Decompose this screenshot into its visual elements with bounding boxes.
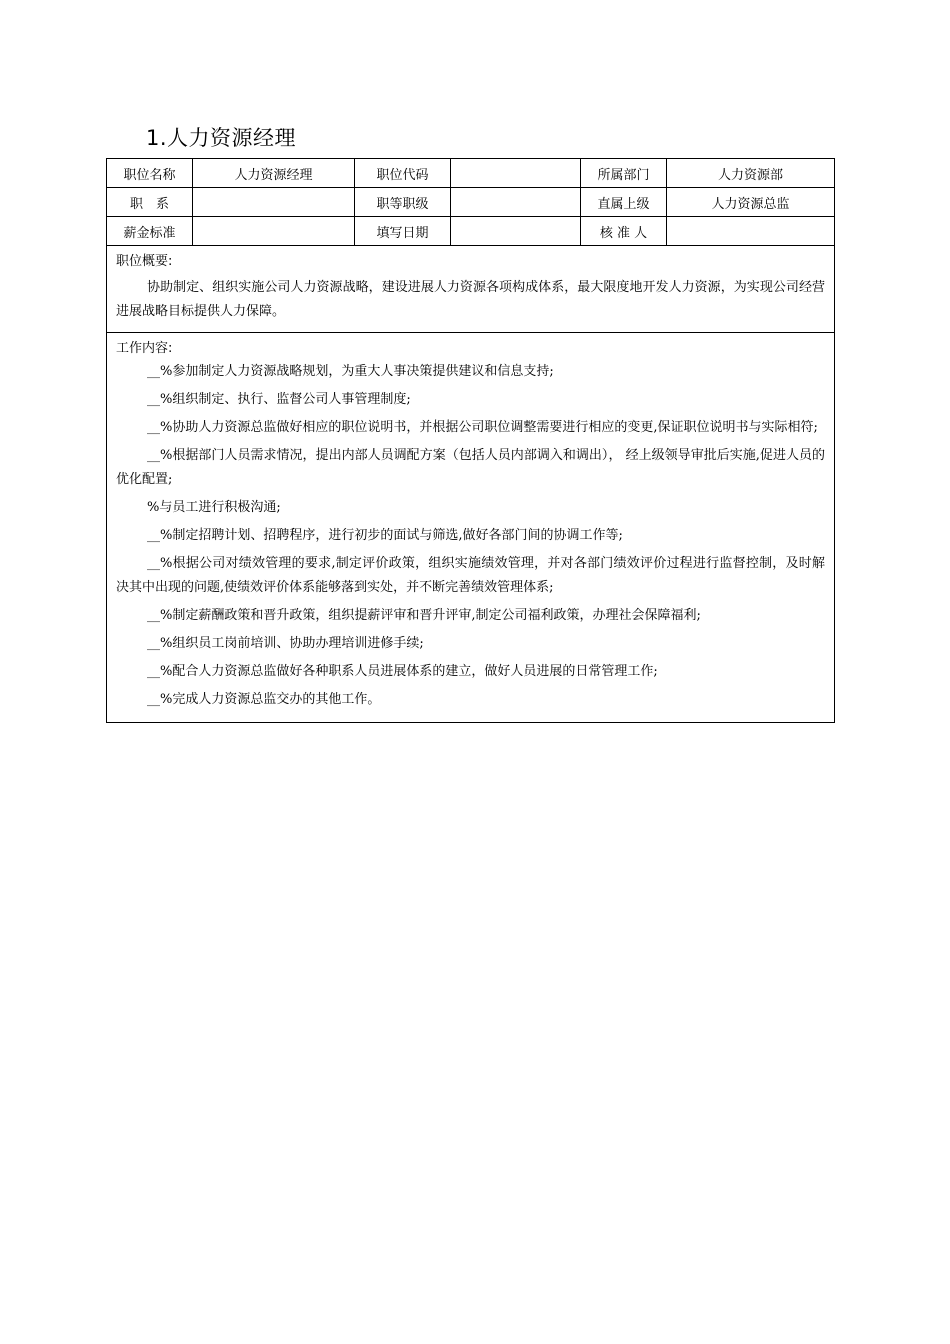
value-position-code [451, 159, 581, 188]
summary-text: 协助制定、组织实施公司人力资源战略，建设进展人力资源各项构成体系，最大限度地开发人力资源，为实现公司经营进展战略目标提供人力保障。 [116, 280, 825, 319]
value-grade-level [451, 188, 581, 217]
header-row-3 [107, 217, 835, 246]
label-department: 所属部门 [581, 159, 667, 188]
label-position-code: 职位代码 [355, 159, 451, 188]
duty-item: __%配合人力资源总监做好各种职系人员进展体系的建立，做好人员进展的日常管理工作; [147, 664, 658, 679]
duty-item: __%协助人力资源总监做好相应的职位说明书，并根据公司职位调整需要进行相应的变更,保证职位说明书与实际相符; [147, 420, 818, 435]
label-salary-standard: 薪金标准 [107, 217, 193, 246]
label-grade-level: 职等职级 [355, 188, 451, 217]
label-direct-supervisor: 直属上级 [581, 188, 667, 217]
duty-item: __%制定招聘计划、招聘程序，进行初步的面试与筛选,做好各部门间的协调工作等; [147, 528, 623, 543]
job-description-table [106, 158, 835, 723]
value-department: 人力资源部 [667, 159, 835, 188]
duty-item: __%根据部门人员需求情况，提出内部人员调配方案（包括人员内部调入和调出）， 经上级领导审批后实施,促进人员的优化配置; [116, 448, 825, 487]
summary-section [107, 246, 835, 333]
label-fill-date: 填写日期 [355, 217, 451, 246]
value-approver [667, 217, 835, 246]
header-row-1 [107, 159, 835, 188]
header-row-2 [107, 188, 835, 217]
duty-item: __%制定薪酬政策和晋升政策，组织提薪评审和晋升评审,制定公司福利政策，办理社会保障福利; [147, 608, 701, 623]
label-position-name: 职位名称 [107, 159, 193, 188]
duties-label: 工作内容: [116, 341, 173, 356]
label-approver: 核 准 人 [581, 217, 667, 246]
value-position-name: 人力资源经理 [193, 159, 355, 188]
value-fill-date [451, 217, 581, 246]
duty-item: __%完成人力资源总监交办的其他工作。 [147, 692, 381, 707]
value-job-family [193, 188, 355, 217]
summary-row [107, 246, 835, 333]
summary-label: 职位概要: [116, 254, 173, 269]
duty-item: __%组织制定、执行、监督公司人事管理制度; [147, 392, 411, 407]
value-salary-standard [193, 217, 355, 246]
duties-row [107, 333, 835, 723]
duty-item: __%参加制定人力资源战略规划，为重大人事决策提供建议和信息支持; [147, 364, 554, 379]
label-job-family: 职 系 [107, 188, 193, 217]
duty-item: __%根据公司对绩效管理的要求,制定评价政策，组织实施绩效管理，并对各部门绩效评价过程进行监督控制，及时解决其中出现的问题,使绩效评价体系能够落到实处，并不断完善绩效管理体系; [116, 556, 825, 595]
value-direct-supervisor: 人力资源总监 [667, 188, 835, 217]
page-title: 1.人力资源经理 [146, 126, 297, 150]
duties-section [107, 333, 835, 723]
duty-item: %与员工进行积极沟通; [147, 500, 281, 515]
duty-item: __%组织员工岗前培训、协助办理培训进修手续; [147, 636, 424, 651]
